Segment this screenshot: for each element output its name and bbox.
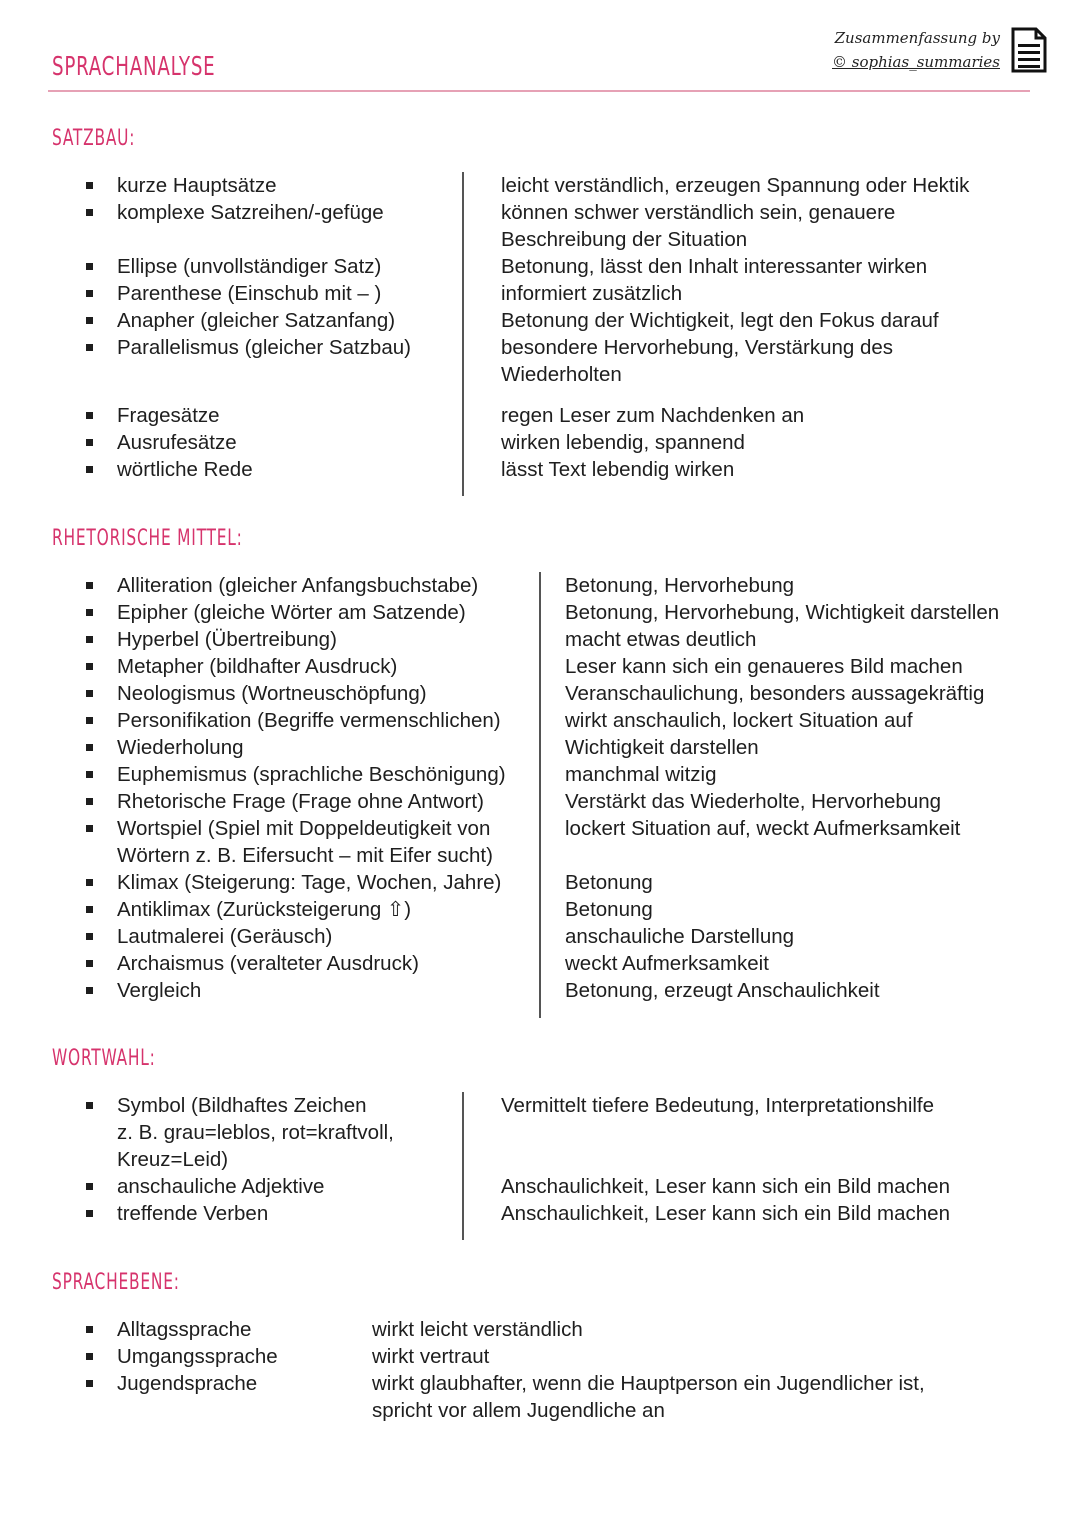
term-satzbau-7-0: Ausrufesätze: [117, 431, 237, 454]
bullet-icon: [86, 987, 93, 994]
desc-satzbau-5-0: besondere Hervorhebung, Verstärkung des: [501, 336, 894, 359]
desc-rhetorik-7-0: manchmal witzig: [565, 763, 717, 786]
term-wortwahl-1-0: anschauliche Adjektive: [117, 1175, 325, 1198]
desc-rhetorik-2-0: macht etwas deutlich: [565, 628, 757, 651]
bullet-icon: [86, 879, 93, 886]
bullet-icon: [86, 1210, 93, 1217]
desc-rhetorik-5-0: wirkt anschaulich, lockert Situation auf: [565, 709, 913, 732]
term-rhetorik-5-0: Personifikation (Begriffe vermenschlichen): [117, 709, 501, 732]
divider-rhetorische-mittel: [539, 572, 541, 1018]
term-wortwahl-0-1: z. B. grau=leblos, rot=kraftvoll,: [117, 1121, 394, 1144]
bullet-icon: [86, 690, 93, 697]
desc-rhetorik-4-0: Veranschaulichung, besonders aussagekräftig: [565, 682, 985, 705]
term-rhetorik-9-0: Wortspiel (Spiel mit Doppeldeutigkeit von: [117, 817, 491, 840]
credit-line-2: © sophias_summaries: [832, 53, 1000, 71]
desc-satzbau-7-0: wirken lebendig, spannend: [501, 431, 745, 454]
desc-rhetorik-6-0: Wichtigkeit darstellen: [565, 736, 759, 759]
bullet-icon: [86, 209, 93, 216]
credit-line-1: Zusammenfassung by: [834, 29, 1000, 47]
bullet-icon: [86, 582, 93, 589]
desc-rhetorik-3-0: Leser kann sich ein genaueres Bild machen: [565, 655, 963, 678]
page-title: SPRACHANALYSE: [52, 52, 216, 82]
bullet-icon: [86, 825, 93, 832]
term-satzbau-4-0: Anapher (gleicher Satzanfang): [117, 309, 396, 332]
divider-satzbau: [462, 172, 464, 496]
bullet-icon: [86, 744, 93, 751]
bullet-icon: [86, 1102, 93, 1109]
bullet-icon: [86, 344, 93, 351]
header-rule: [48, 90, 1030, 92]
desc-rhetorik-12-0: anschauliche Darstellung: [565, 925, 795, 948]
bullet-icon: [86, 1380, 93, 1387]
term-sprachebene-2-0: Jugendsprache: [117, 1372, 258, 1395]
term-sprachebene-1-0: Umgangssprache: [117, 1345, 278, 1368]
term-rhetorik-11-0: Antiklimax (Zurücksteigerung ⇧): [117, 898, 412, 921]
desc-wortwahl-1-0: Anschaulichkeit, Leser kann sich ein Bild machen: [501, 1175, 950, 1198]
desc-rhetorik-11-0: Betonung: [565, 898, 653, 921]
desc-rhetorik-0-0: Betonung, Hervorhebung: [565, 574, 795, 597]
bullet-icon: [86, 960, 93, 967]
heading-satzbau: SATZBAU:: [52, 126, 136, 151]
desc-rhetorik-9-0: lockert Situation auf, weckt Aufmerksamkeit: [565, 817, 961, 840]
term-satzbau-2-0: Ellipse (unvollständiger Satz): [117, 255, 382, 278]
desc-satzbau-6-0: regen Leser zum Nachdenken an: [501, 404, 805, 427]
bullet-icon: [86, 412, 93, 419]
term-wortwahl-2-0: treffende Verben: [117, 1202, 269, 1225]
document-icon: [1010, 26, 1048, 74]
bullet-icon: [86, 317, 93, 324]
desc-rhetorik-14-0: Betonung, erzeugt Anschaulichkeit: [565, 979, 880, 1002]
bullet-icon: [86, 290, 93, 297]
term-rhetorik-13-0: Archaismus (veralteter Ausdruck): [117, 952, 419, 975]
desc-rhetorik-1-0: Betonung, Hervorhebung, Wichtigkeit darstellen: [565, 601, 1000, 624]
term-satzbau-3-0: Parenthese (Einschub mit – ): [117, 282, 382, 305]
desc-rhetorik-10-0: Betonung: [565, 871, 653, 894]
heading-rhetorische-mittel: RHETORISCHE MITTEL:: [52, 526, 243, 551]
desc-rhetorik-8-0: Verstärkt das Wiederholte, Hervorhebung: [565, 790, 942, 813]
term-satzbau-8-0: wörtliche Rede: [117, 458, 253, 481]
desc-satzbau-1-0: können schwer verständlich sein, genauere: [501, 201, 896, 224]
bullet-icon: [86, 798, 93, 805]
heading-sprachebene: SPRACHEBENE:: [52, 1270, 180, 1295]
term-rhetorik-4-0: Neologismus (Wortneuschöpfung): [117, 682, 427, 705]
bullet-icon: [86, 439, 93, 446]
term-satzbau-6-0: Fragesätze: [117, 404, 220, 427]
bullet-icon: [86, 771, 93, 778]
term-rhetorik-1-0: Epipher (gleiche Wörter am Satzende): [117, 601, 466, 624]
bullet-icon: [86, 663, 93, 670]
bullet-icon: [86, 609, 93, 616]
heading-wortwahl: WORTWAHL:: [52, 1046, 156, 1071]
term-satzbau-5-0: Parallelismus (gleicher Satzbau): [117, 336, 411, 359]
term-rhetorik-10-0: Klimax (Steigerung: Tage, Wochen, Jahre): [117, 871, 502, 894]
term-rhetorik-3-0: Metapher (bildhafter Ausdruck): [117, 655, 398, 678]
term-rhetorik-7-0: Euphemismus (sprachliche Beschönigung): [117, 763, 506, 786]
term-rhetorik-14-0: Vergleich: [117, 979, 202, 1002]
bullet-icon: [86, 933, 93, 940]
term-wortwahl-0-0: Symbol (Bildhaftes Zeichen: [117, 1094, 367, 1117]
desc-satzbau-3-0: informiert zusätzlich: [501, 282, 683, 305]
term-rhetorik-12-0: Lautmalerei (Geräusch): [117, 925, 333, 948]
term-satzbau-0-0: kurze Hauptsätze: [117, 174, 277, 197]
desc-satzbau-2-0: Betonung, lässt den Inhalt interessanter wirken: [501, 255, 928, 278]
bullet-icon: [86, 636, 93, 643]
desc-rhetorik-13-0: weckt Aufmerksamkeit: [565, 952, 769, 975]
desc-sprachebene-1-0: wirkt vertraut: [372, 1345, 490, 1368]
desc-sprachebene-0-0: wirkt leicht verständlich: [372, 1318, 583, 1341]
desc-wortwahl-2-0: Anschaulichkeit, Leser kann sich ein Bild machen: [501, 1202, 950, 1225]
term-rhetorik-2-0: Hyperbel (Übertreibung): [117, 628, 337, 651]
desc-satzbau-8-0: lässt Text lebendig wirken: [501, 458, 735, 481]
divider-wortwahl: [462, 1092, 464, 1240]
term-rhetorik-6-0: Wiederholung: [117, 736, 244, 759]
term-satzbau-1-0: komplexe Satzreihen/-gefüge: [117, 201, 384, 224]
desc-sprachebene-2-1: spricht vor allem Jugendliche an: [372, 1399, 665, 1422]
bullet-icon: [86, 1326, 93, 1333]
term-sprachebene-0-0: Alltagssprache: [117, 1318, 252, 1341]
term-wortwahl-0-2: Kreuz=Leid): [117, 1148, 229, 1171]
bullet-icon: [86, 466, 93, 473]
bullet-icon: [86, 717, 93, 724]
desc-wortwahl-0-0: Vermittelt tiefere Bedeutung, Interpretationshilfe: [501, 1094, 935, 1117]
bullet-icon: [86, 263, 93, 270]
term-rhetorik-8-0: Rhetorische Frage (Frage ohne Antwort): [117, 790, 484, 813]
desc-satzbau-1-1: Beschreibung der Situation: [501, 228, 748, 251]
desc-satzbau-4-0: Betonung der Wichtigkeit, legt den Fokus darauf: [501, 309, 939, 332]
bullet-icon: [86, 1183, 93, 1190]
term-rhetorik-9-1: Wörtern z. B. Eifersucht – mit Eifer sucht): [117, 844, 493, 867]
term-rhetorik-0-0: Alliteration (gleicher Anfangsbuchstabe): [117, 574, 479, 597]
desc-satzbau-5-1: Wiederholten: [501, 363, 622, 386]
desc-sprachebene-2-0: wirkt glaubhafter, wenn die Hauptperson ein Jugendlicher ist,: [372, 1372, 925, 1395]
desc-satzbau-0-0: leicht verständlich, erzeugen Spannung oder Hektik: [501, 174, 970, 197]
bullet-icon: [86, 906, 93, 913]
bullet-icon: [86, 1353, 93, 1360]
credit: [832, 26, 1000, 74]
bullet-icon: [86, 182, 93, 189]
